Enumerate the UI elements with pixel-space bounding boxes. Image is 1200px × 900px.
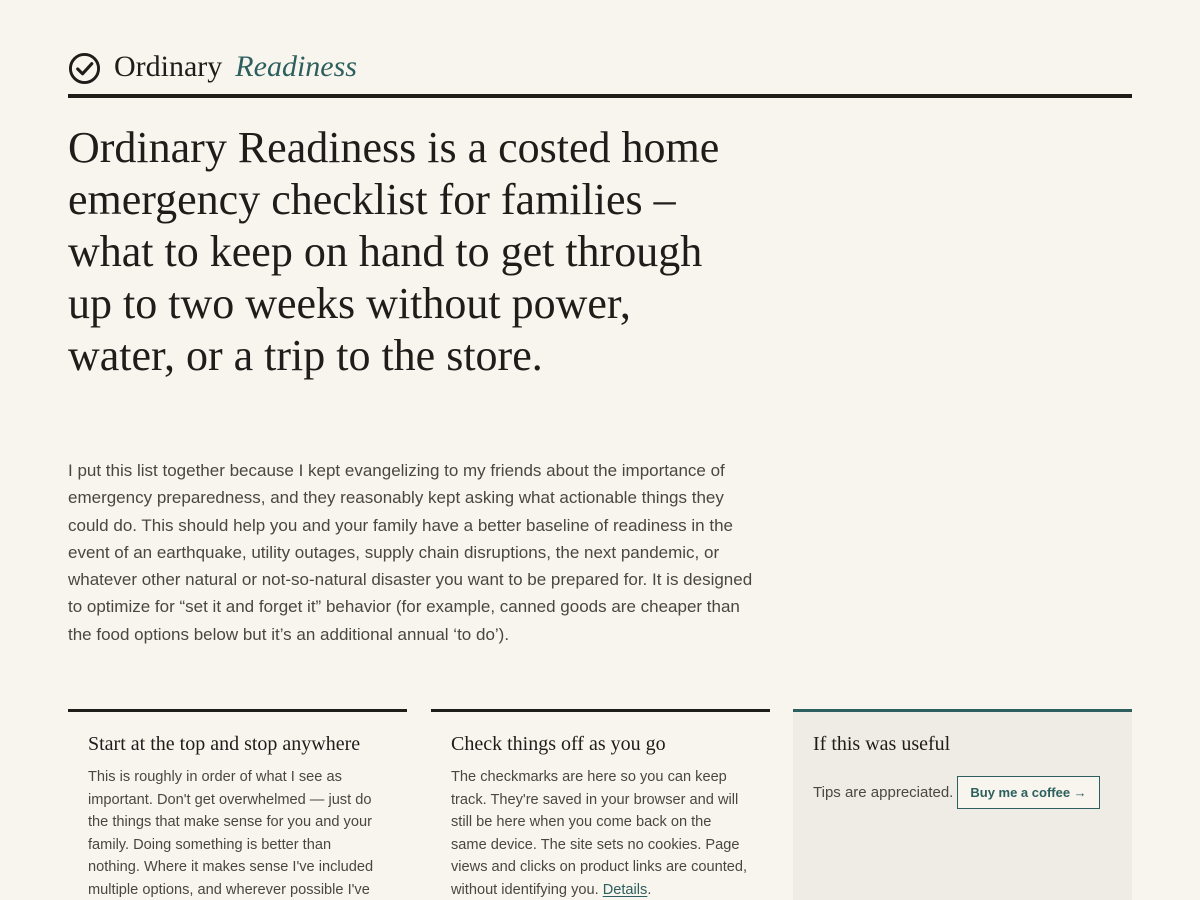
check-circle-icon: [68, 52, 101, 85]
card-title: Check things off as you go: [451, 733, 666, 755]
intro-paragraph: I put this list together because I kept evangelizing to my friends about the importance of emergency preparedness, and they reasonably kept asking what actionable things they could do. This should help you and your family have a better baseline of readiness in the event of an earthquake, utility outages, supply chain disruptions, the next pandemic, or whatever other natural or not-so-natural disaster you want to be prepared for. It is designed to optimize for “set it and forget it” behavior (for example, canned goods are cheaper than the food options below but it’s an additional annual ‘to do’).: [68, 461, 753, 644]
card-body-text: The checkmarks are here so you can keep track. They're saved in your browser and will still be here when you come back on the same device. The site sets no cookies. Page views and clicks on product links are counted, without identifying you.: [451, 769, 748, 898]
buy-me-a-coffee-button[interactable]: Buy me a coffee →: [957, 776, 1099, 809]
tip-text: Tips are appreciated.: [813, 784, 954, 801]
brand-name[interactable]: Ordinary: [114, 50, 223, 83]
brand-name-accent[interactable]: Readiness: [235, 50, 357, 83]
card-tip-jar: [793, 709, 1132, 900]
page-headline: Ordinary Readiness is a costed home emergency checklist for families – what to keep on hand to get through up to two weeks without power, water, or a trip to the store.: [68, 123, 720, 380]
card-check-things-off: [431, 709, 770, 900]
card-body-period: .: [647, 881, 652, 898]
tip-row: [813, 776, 1112, 809]
card-body: This is roughly in order of what I see as important. Don't get overwhelmed — just do the things that make sense for you and your family. Doing something is better than nothing. Where it makes sense I've included multiple options, and wherever possible I've: [88, 769, 374, 898]
card-body: [451, 766, 750, 900]
card-title: Start at the top and stop anywhere: [88, 733, 361, 755]
header-divider: [68, 94, 1132, 98]
details-link[interactable]: Details: [602, 881, 648, 898]
card-start-at-top: [68, 709, 407, 900]
card-title: If this was useful: [813, 733, 951, 755]
site-header: [68, 40, 1132, 94]
